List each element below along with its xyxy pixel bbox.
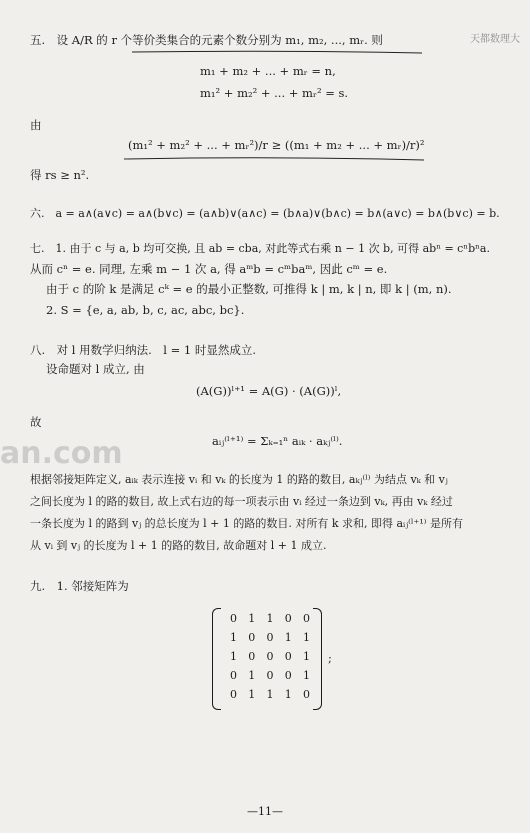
matrix-row <box>230 612 310 625</box>
adjacency-matrix <box>212 608 322 708</box>
matrix-cell: 1 <box>248 669 256 682</box>
s5-eq2: m₁² + m₂² + ... + mᵣ² = s. <box>200 86 349 100</box>
matrix-left-bracket <box>212 608 221 710</box>
matrix-cell: 1 <box>248 612 256 625</box>
s7-line3: 由于 c 的阶 k 是满足 cᵏ = e 的最小正整数, 可推得 k | m, k | n, 即 k | (m, n). <box>46 282 452 296</box>
matrix-cell: 1 <box>230 631 237 644</box>
s6-line1: 六. a = a∧(a∨c) = a∧(b∨c) = (a∧b)∨(a∧c) = (b∧a)∨(b∧c) = b∧(a∨c) = b∧(b∨c) = b. <box>30 207 500 220</box>
s8-para3: 一条长度为 l 的路到 vⱼ 的总长度为 l + 1 的路的数目. 对所有 k 求和, 即得 aᵢⱼ⁽ˡ⁺¹⁾ 是所有 <box>30 517 463 530</box>
s9-line1: 九. 1. 邻接矩阵为 <box>30 579 129 593</box>
s8-para1: 根据邻接矩阵定义, aᵢₖ 表示连接 vᵢ 和 vₖ 的长度为 1 的路的数目, aₖⱼ⁽ˡ⁾ 为结点 vₖ 和 vⱼ <box>30 473 448 486</box>
matrix-cell: 0 <box>266 650 274 663</box>
s5-de: 得 rs ≥ n². <box>30 168 90 182</box>
matrix-cell: 1 <box>266 688 274 701</box>
watermark-text: an.com <box>0 436 123 471</box>
matrix-cell: 1 <box>248 688 256 701</box>
s5-eq1: m₁ + m₂ + ... + mᵣ = n, <box>200 64 336 78</box>
matrix-cell: 1 <box>284 631 292 644</box>
s7-line2: 从而 cⁿ = e. 同理, 左乘 m − 1 次 a, 得 aᵐb = cᵐbaᵐ, 因此 cᵐ = e. <box>30 262 388 276</box>
matrix-cell: 1 <box>303 669 310 682</box>
matrix-cell: 0 <box>230 612 237 625</box>
matrix-row <box>230 688 310 701</box>
matrix-cell: 0 <box>230 669 237 682</box>
matrix-cell: 1 <box>230 650 237 663</box>
matrix-cell: 0 <box>248 631 256 644</box>
header-corner: 天都数理大 <box>470 34 520 45</box>
s8-eq1: (A(G))ˡ⁺¹ = A(G) · (A(G))ˡ, <box>196 384 342 398</box>
handwritten-underline <box>132 50 422 54</box>
s8-para2: 之间长度为 l 的路的数目, 故上式右边的每一项表示由 vᵢ 经过一条边到 vₖ, 再由 vₖ 经过 <box>30 495 453 508</box>
matrix-cell: 0 <box>284 669 292 682</box>
matrix-cell: 0 <box>303 612 310 625</box>
matrix-cell: 1 <box>303 631 310 644</box>
s5-you: 由 <box>30 118 42 132</box>
s8-line1: 八. 对 l 用数学归纳法. l = 1 时显然成立. <box>30 343 257 357</box>
s5-line1: 五. 设 A/R 的 r 个等价类集合的元素个数分别为 m₁, m₂, ..., mᵣ. 则 <box>30 33 383 47</box>
matrix-cell: 0 <box>303 688 310 701</box>
matrix-cell: 0 <box>266 631 274 644</box>
matrix-right-bracket <box>313 608 322 710</box>
s8-line2: 设命题对 l 成立, 由 <box>46 362 145 376</box>
matrix-row <box>230 631 310 644</box>
matrix-cell: 0 <box>284 612 292 625</box>
matrix-row <box>230 669 310 682</box>
matrix-cell: 0 <box>248 650 256 663</box>
s8-gu: 故 <box>30 415 42 429</box>
matrix-semicolon: ; <box>328 651 332 665</box>
matrix-cell: 0 <box>230 688 237 701</box>
handwritten-underline-2 <box>124 156 424 162</box>
matrix-cell: 1 <box>266 612 274 625</box>
s7-line4: 2. S = {e, a, ab, b, c, ac, abc, bc}. <box>46 303 245 317</box>
matrix-row <box>230 650 310 663</box>
matrix-cell: 0 <box>266 669 274 682</box>
s7-line1: 七. 1. 由于 c 与 a, b 均可交换, 且 ab = cba, 对此等式右乘 n − 1 次 b, 可得 abⁿ = cⁿbⁿa. <box>30 242 490 255</box>
matrix-cell: 0 <box>284 650 292 663</box>
s8-para4: 从 vᵢ 到 vⱼ 的长度为 l + 1 的路的数目, 故命题对 l + 1 成立. <box>30 539 327 552</box>
s8-eq2: aᵢⱼ⁽ˡ⁺¹⁾ = Σₖ₌₁ⁿ aᵢₖ · aₖⱼ⁽ˡ⁾. <box>212 434 343 448</box>
matrix-cell: 1 <box>303 650 310 663</box>
matrix-cell: 1 <box>284 688 292 701</box>
s5-eq3: (m₁² + m₂² + ... + mᵣ²)/r ≥ ((m₁ + m₂ + ... + mᵣ)/r)² <box>128 138 425 152</box>
page-number: —11— <box>247 805 283 818</box>
